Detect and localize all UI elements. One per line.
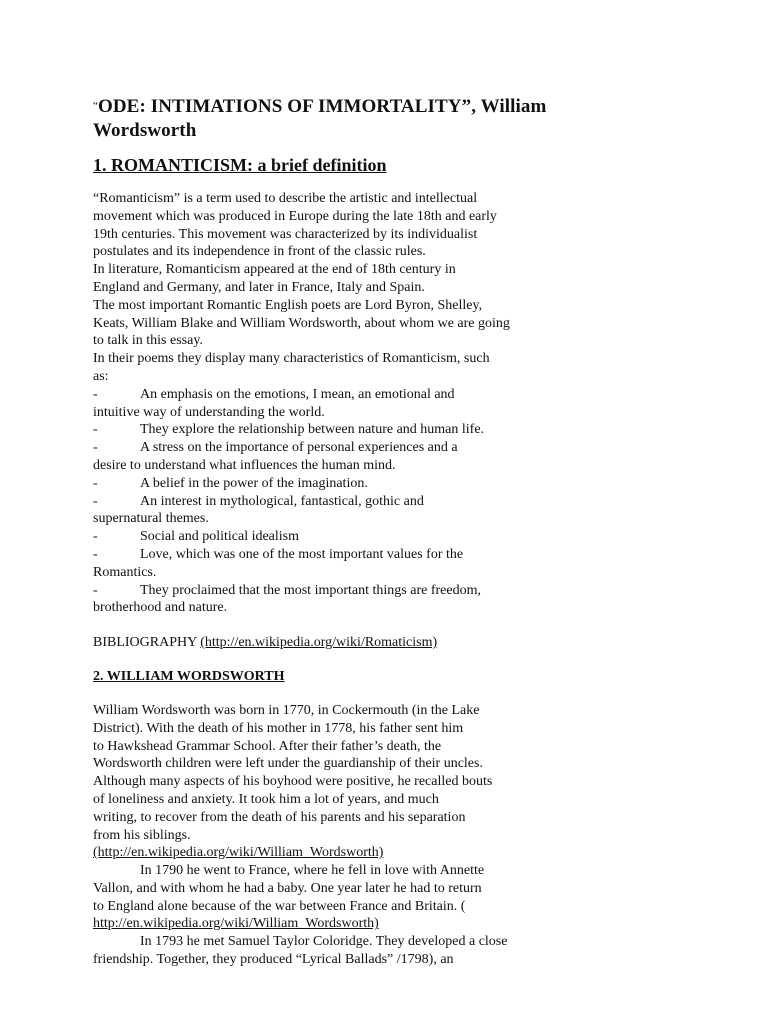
bullet-dash: - — [93, 582, 98, 598]
bibliography-link[interactable]: (http://en.wikipedia.org/wiki/Romaticism) — [200, 635, 438, 651]
body-line: In their poems they display many characteristics of Romanticism, such — [93, 351, 490, 367]
bullet-item — [93, 493, 563, 511]
body-line: writing, to recover from the death of his parents and his separation — [93, 809, 466, 825]
body-line: Keats, William Blake and William Wordsworth, about whom we are going — [93, 315, 510, 331]
section1-heading: 1. ROMANTICISM: a brief definition — [93, 155, 387, 175]
bullet-dash: - — [93, 440, 98, 456]
bullet-continuation: Romantics. — [93, 564, 157, 580]
wikipedia-link[interactable]: http://en.wikipedia.org/wiki/William_Wordsworth) — [93, 916, 379, 932]
body-line: to Hawkshead Grammar School. After their father’s death, the — [93, 738, 442, 754]
bullet-text: A stress on the importance of personal experiences and a — [140, 440, 458, 456]
bibliography-label: BIBLIOGRAPHY — [93, 635, 197, 651]
body-line: movement which was produced in Europe during the late 18th and early — [93, 208, 497, 224]
body-line: friendship. Together, they produced “Lyrical Ballads” /1798), an — [93, 952, 454, 968]
body-line: postulates and its independence in front of the classic rules. — [93, 244, 426, 260]
body-line: Vallon, and with whom he had a baby. One year later he had to return — [93, 880, 482, 896]
title-open-quote: “ — [93, 100, 98, 112]
bullet-item — [93, 386, 563, 404]
body-line: District). With the death of his mother in 1778, his father sent him — [93, 720, 464, 736]
bullet-dash: - — [93, 493, 98, 509]
body-line: to talk in this essay. — [93, 333, 203, 349]
body-line: of loneliness and anxiety. It took him a lot of years, and much — [93, 791, 439, 807]
bullet-text: They proclaimed that the most important things are freedom, — [140, 582, 481, 598]
body-line: England and Germany, and later in France, Italy and Spain. — [93, 279, 425, 295]
body-line: as: — [93, 368, 109, 384]
body-text: In 1793 he met Samuel Taylor Coloridge. They developed a close — [140, 934, 508, 950]
bullet-dash: - — [93, 386, 98, 402]
document-page — [93, 94, 563, 969]
body-line: to England alone because of the war between France and Britain. ( — [93, 898, 466, 914]
body-text: In 1790 he went to France, where he fell in love with Annette — [140, 863, 485, 879]
body-line: In literature, Romanticism appeared at the end of 18th century in — [93, 262, 456, 278]
body-line: Wordsworth children were left under the guardianship of their uncles. — [93, 756, 483, 772]
bullet-dash: - — [93, 529, 98, 545]
document-title — [93, 94, 563, 143]
bibliography — [93, 634, 563, 652]
section2-body — [93, 702, 563, 969]
body-line: 19th centuries. This movement was characterized by its individualist — [93, 226, 478, 242]
body-line: Although many aspects of his boyhood were positive, he recalled bouts — [93, 774, 493, 790]
bullet-text: Social and political idealism — [140, 529, 300, 545]
bullet-continuation: desire to understand what influences the human mind. — [93, 457, 396, 473]
bullet-continuation: brotherhood and nature. — [93, 600, 228, 616]
bullet-dash: - — [93, 475, 98, 491]
bullet-text: An emphasis on the emotions, I mean, an emotional and — [140, 386, 455, 402]
bullet-item — [93, 546, 563, 564]
bullet-text: An interest in mythological, fantastical, gothic and — [140, 493, 424, 509]
bullet-item — [93, 528, 563, 546]
bullet-continuation: supernatural themes. — [93, 511, 209, 527]
section1-body — [93, 190, 563, 617]
title-main: ODE: INTIMATIONS OF IMMORTALITY”, William — [97, 96, 547, 117]
bullet-text: Love, which was one of the most important values for the — [140, 546, 464, 562]
bullet-item — [93, 421, 563, 439]
bullet-text: They explore the relationship between nature and human life. — [140, 422, 485, 438]
body-line: “Romanticism” is a term used to describe the artistic and intellectual — [93, 191, 478, 206]
bullet-text: A belief in the power of the imagination. — [140, 475, 368, 491]
body-line: from his siblings. — [93, 827, 191, 843]
bullet-continuation: intuitive way of understanding the world. — [93, 404, 325, 420]
bullet-item — [93, 582, 563, 600]
body-line — [93, 862, 563, 880]
body-line: William Wordsworth was born in 1770, in Cockermouth (in the Lake — [93, 702, 480, 718]
body-line — [93, 933, 563, 951]
body-line: The most important Romantic English poets are Lord Byron, Shelley, — [93, 297, 483, 313]
bullet-item — [93, 475, 563, 493]
bullet-dash: - — [93, 546, 98, 562]
bullet-item — [93, 439, 563, 457]
title-second-line: Wordsworth — [93, 120, 197, 141]
wikipedia-link[interactable]: (http://en.wikipedia.org/wiki/William_Wordsworth) — [93, 845, 384, 861]
bullet-dash: - — [93, 422, 98, 438]
section2-heading: 2. WILLIAM WORDSWORTH — [93, 668, 285, 684]
